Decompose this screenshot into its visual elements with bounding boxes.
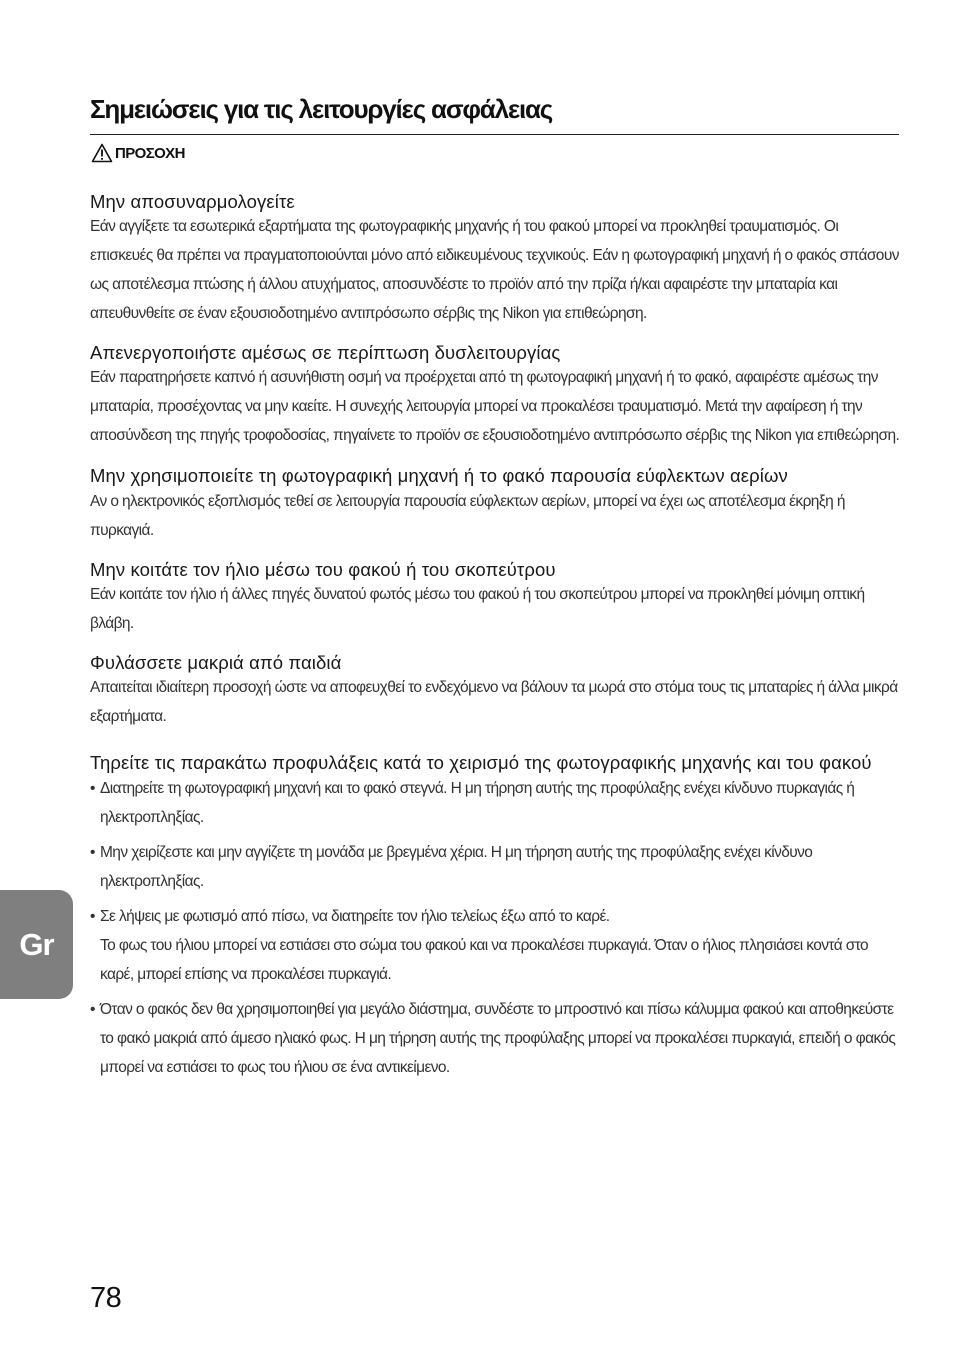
precaution-list bbox=[90, 774, 902, 1082]
safety-content bbox=[90, 191, 902, 1088]
language-tab-label: Gr bbox=[19, 926, 54, 962]
caution-text: ΠΡΟΣΟΧΗ bbox=[115, 144, 185, 162]
section-sun-viewfinder bbox=[90, 559, 902, 638]
warning-triangle-icon bbox=[91, 143, 113, 163]
page-number: 78 bbox=[90, 1282, 122, 1314]
section-heading: Μην κοιτάτε τον ήλιο μέσω του φακού ή του σκοπεύτρου bbox=[90, 559, 556, 580]
section-body: Εάν αγγίξετε τα εσωτερικά εξαρτήματα της φωτογραφικής μηχανής ή του φακού μπορεί να προκληθεί τραυματισμός. Οι επισκευές θα πρέπει να πραγματοποιούνται μόνο από ειδικευμένους τεχνικούς. Εάν η φωτογραφική μηχανή ή ο φακός σπάσουν ως αποτέλεσμα πτώσης ή άλλου ατυχήματος, αποσυνδέστε το προϊόν από την πρίζα ή/και αφαιρέστε την μπαταρία και απευθυνθείτε σε έναν εξουσιοδοτημένο αντιπρόσωπο σέρβις της Nikon για επιθεώρηση. bbox=[90, 218, 899, 322]
section-body: Εάν παρατηρήσετε καπνό ή ασυνήθιστη οσμή να προέρχεται από τη φωτογραφική μηχανή ή το φακό, αφαιρέστε αμέσως την μπαταρία, προσέχοντας να μην καείτε. Η συνεχής λειτουργία μπορεί να προκαλέσει τραυματισμό. Μετά την αφαίρεση ή την αποσύνδεση της πηγής τροφοδοσίας, πηγαίνετε το προϊόν σε εξουσιοδοτημένο αντιπρόσωπο σέρβις της Nikon για επιθεώρηση. bbox=[90, 369, 900, 444]
language-tab bbox=[0, 890, 73, 999]
bullet-text: Μην χειρίζεστε και μην αγγίζετε τη μονάδα με βρεγμένα χέρια. Η μη τήρηση αυτής της προφύλαξης ενέχει κίνδυνο ηλεκτροπληξίας. bbox=[100, 844, 813, 890]
section-heading: Μην χρησιμοποιείτε τη φωτογραφική μηχανή ή το φακό παρουσία εύφλεκτων αερίων bbox=[90, 465, 788, 486]
bullet-mark: • bbox=[90, 908, 95, 925]
section-children bbox=[90, 652, 902, 731]
bullet-text: Σε λήψεις με φωτισμό από πίσω, να διατηρείτε τον ήλιο τελείως έξω από το καρέ. bbox=[100, 908, 610, 925]
section-heading: Φυλάσσετε μακριά από παιδιά bbox=[90, 652, 342, 673]
bullet-mark: • bbox=[90, 844, 95, 861]
title-divider bbox=[90, 134, 899, 135]
list-item bbox=[90, 902, 902, 989]
section-heading: Απενεργοποιήστε αμέσως σε περίπτωση δυσλειτουργίας bbox=[90, 342, 561, 363]
list-item bbox=[90, 995, 902, 1082]
section-handling-precautions bbox=[90, 751, 902, 1082]
list-item bbox=[90, 838, 902, 896]
section-heading: Τηρείτε τις παρακάτω προφυλάξεις κατά το χειρισμό της φωτογραφικής μηχανής και του φακού bbox=[90, 752, 872, 773]
section-malfunction bbox=[90, 342, 902, 450]
section-disassembly bbox=[90, 191, 902, 328]
bullet-text: Όταν ο φακός δεν θα χρησιμοποιηθεί για μεγάλο διάστημα, συνδέστε το μπροστινό και πίσω κάλυμμα φακού και αποθηκεύστε το φακό μακριά από άμεσο ηλιακό φως. Η μη τήρηση αυτής της προφύλαξης μπορεί να προκαλέσει πυρκαγιά, επειδή ο φακός μπορεί να εστιάσει το φως του ήλιου σε ένα αντικείμενο. bbox=[100, 1001, 896, 1076]
list-item bbox=[90, 774, 902, 832]
bullet-mark: • bbox=[90, 1001, 95, 1018]
section-heading: Μην αποσυναρμολογείτε bbox=[90, 191, 295, 212]
bullet-mark: • bbox=[90, 780, 95, 797]
section-body: Αν ο ηλεκτρονικός εξοπλισμός τεθεί σε λειτουργία παρουσία εύφλεκτων αερίων, μπορεί να έχει ως αποτέλεσμα έκρηξη ή πυρκαγιά. bbox=[90, 493, 845, 539]
section-body: Εάν κοιτάτε τον ήλιο ή άλλες πηγές δυνατού φωτός μέσω του φακού ή του σκοπεύτρου μπορεί να προκληθεί μόνιμη οπτική βλάβη. bbox=[90, 586, 865, 632]
page-title: Σημειώσεις για τις λειτουργίες ασφάλειας bbox=[90, 94, 553, 124]
bullet-text: Διατηρείτε τη φωτογραφική μηχανή και το φακό στεγνά. Η μη τήρηση αυτής της προφύλαξης ενέχει κίνδυνο πυρκαγιάς ή ηλεκτροπληξίας. bbox=[100, 780, 855, 826]
section-body: Απαιτείται ιδιαίτερη προσοχή ώστε να αποφευχθεί το ενδεχόμενο να βάλουν τα μωρά στο στόμα τους τις μπαταρίες ή άλλα μικρά εξαρτήματα. bbox=[90, 679, 898, 725]
section-flammable-gas bbox=[90, 464, 902, 545]
caution-label bbox=[91, 143, 185, 163]
bullet-text-continued: Το φως του ήλιου μπορεί να εστιάσει στο σώμα του φακού και να προκαλέσει πυρκαγιά. Όταν ο ήλιος πλησιάσει κοντά στο καρέ, μπορεί επίσης να προκαλέσει πυρκαγιά. bbox=[100, 937, 869, 983]
